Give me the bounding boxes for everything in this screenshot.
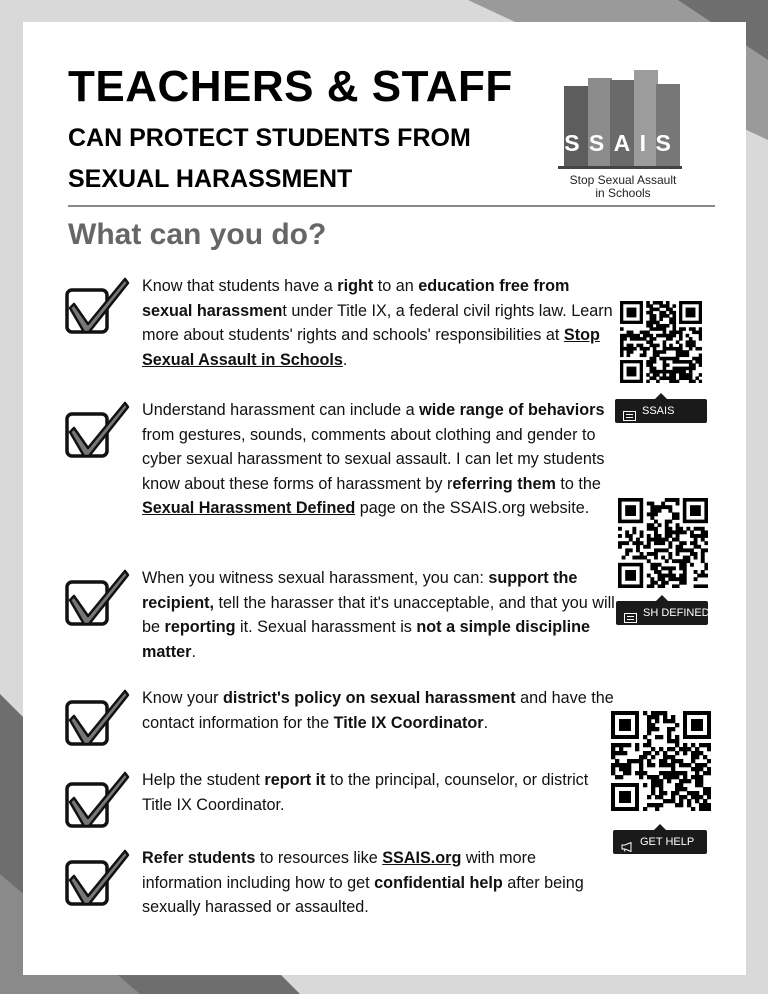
- item-text: Refer students to resources like SSAIS.org with more information including how to get confidential help after being sexually harassed or assaulted.: [142, 849, 584, 916]
- item-text: When you witness sexual harassment, you can: support the recipient, tell the harasser that it's unacceptable, and that you will be reporting it. Sexual harassment is not a simple discipline matter.: [142, 569, 615, 661]
- qr-code-sh-defined[interactable]: [618, 498, 708, 588]
- qr-tag-sh-defined[interactable]: [616, 601, 708, 625]
- item-text: Know that students have a right to an education free from sexual harassment under Title IX, a federal civil rights law. Learn more about students' rights and schools' responsibilities at Stop Sexual Assault in Schools.: [142, 277, 613, 369]
- checkbox-check-icon: [65, 274, 135, 338]
- qr-code-get-help[interactable]: [611, 711, 711, 811]
- qr-code-ssais[interactable]: [620, 301, 702, 383]
- megaphone-icon: [621, 837, 634, 847]
- logo-letters: S S A I S: [564, 130, 672, 156]
- page-subtitle: [68, 118, 471, 200]
- item-text: Help the student report it to the principal, counselor, or district Title IX Coordinator.: [142, 771, 589, 814]
- document-icon: [624, 608, 637, 618]
- qr-tag-label: SH DEFINED: [643, 607, 710, 619]
- qr-tag-label: SSAIS: [642, 405, 675, 417]
- logo-caption: Stop Sexual Assault in Schools: [569, 173, 677, 200]
- text-link[interactable]: Sexual Harassment Defined: [142, 499, 356, 517]
- document-icon: [623, 406, 636, 416]
- logo-shelf: [558, 166, 682, 169]
- ssais-logo: [558, 66, 698, 206]
- item-text: Know your district's policy on sexual harassment and have the contact information for the Title IX Coordinator.: [142, 689, 614, 732]
- qr-tag-ssais[interactable]: [615, 399, 707, 423]
- subtitle-line-2: SEXUAL HARASSMENT: [68, 165, 353, 193]
- qr-tag-get-help[interactable]: [613, 830, 707, 854]
- header-divider: [68, 205, 715, 207]
- item-text: Understand harassment can include a wide range of behaviors from gestures, sounds, comments about clothing and gender to cyber sexual harassment to sexual assault. I can let my students know about these forms of harassment by referring them to the Sexual Harassment Defined page on the SSAIS.org website.: [142, 401, 605, 517]
- qr-tag-label: GET HELP: [640, 836, 695, 848]
- flyer-page: [23, 22, 746, 975]
- checkbox-check-icon: [65, 686, 135, 750]
- checkbox-check-icon: [65, 846, 135, 910]
- checkbox-check-icon: [65, 398, 135, 462]
- checkbox-check-icon: [65, 768, 135, 832]
- text-link[interactable]: Stop Sexual Assault in Schools: [142, 326, 600, 369]
- text-link[interactable]: SSAIS.org: [382, 849, 462, 867]
- subtitle-line-1: CAN PROTECT STUDENTS FROM: [68, 124, 471, 152]
- checkbox-check-icon: [65, 566, 135, 630]
- page-title: TEACHERS & STAFF: [68, 62, 513, 111]
- section-heading: What can you do?: [68, 218, 327, 251]
